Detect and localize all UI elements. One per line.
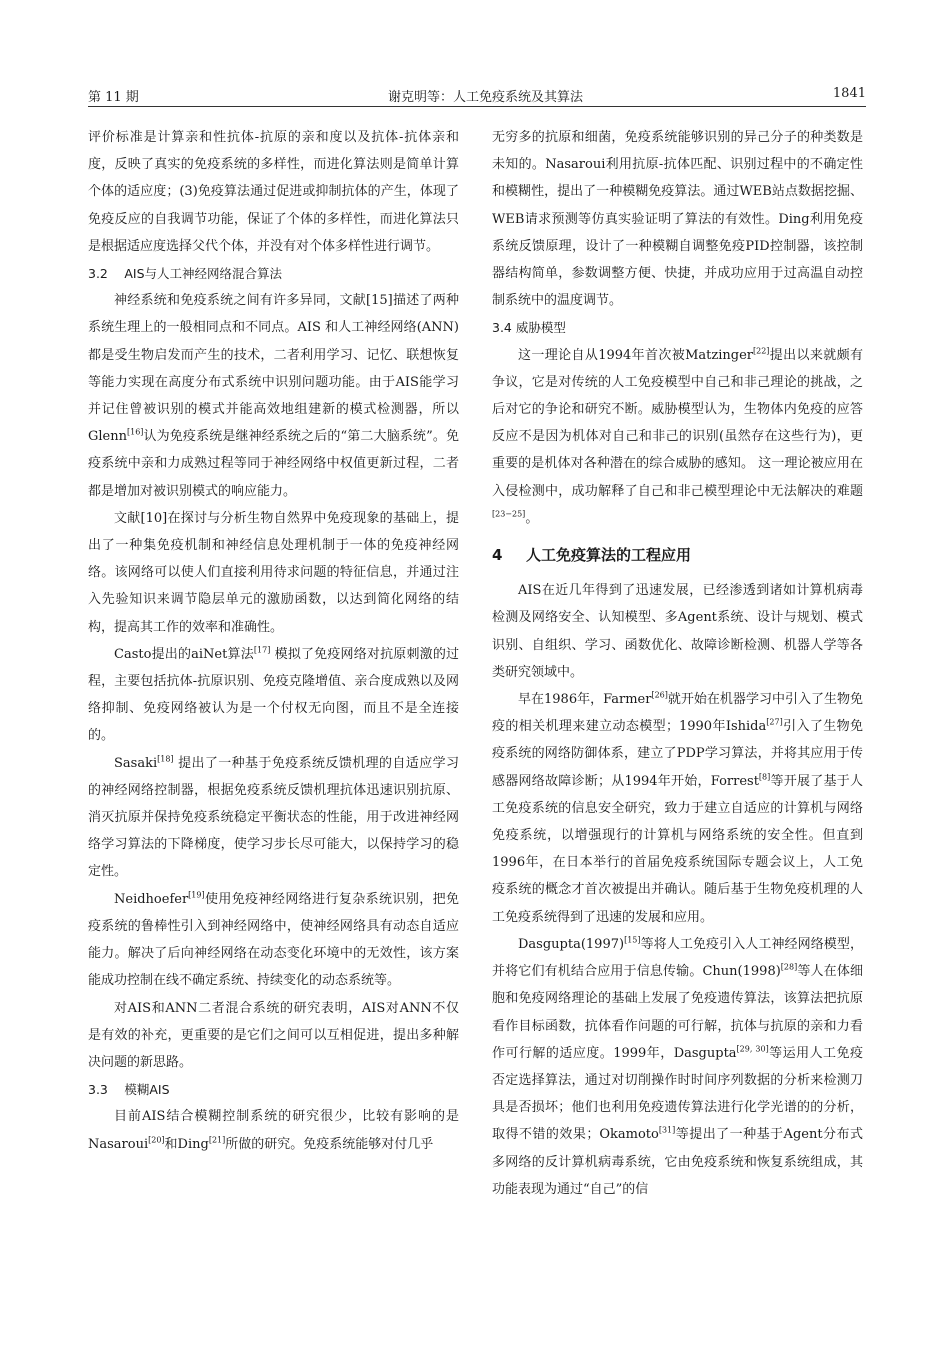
citation: [16] [126, 427, 144, 437]
paragraph: Casto提出的aiNet算法[17] 模拟了免疫网络对抗原刺激的过程，主要包括抗体-抗原识别、免疫克隆增值、亲合度成熟以及网络抑制、免疫网络被认为是一个付权无向图，而且不是全连接的。 [88, 645, 460, 744]
citation: [22] [753, 346, 770, 356]
paragraph: 无穷多的抗原和细菌，免疫系统能够识别的异己分子的种类数是未知的。Nasaroui利用抗原-抗体匹配、识别过程中的不确定性和模糊性，提出了一种模糊免疫算法。通过WEB站点数据挖掘、WEB请求预测等仿真实验证明了算法的有效性。Ding利用免疫系统反馈原理，设计了一种模糊自调整免疫PID控制器，该控制器结构简单，参数调整方便、快捷，并成功应用于过高温自动控制系统中的温度调节。 [492, 130, 863, 309]
citation: [8] [758, 772, 771, 782]
section-heading-3-3: 3.3 模糊AIS [88, 1082, 170, 1098]
citation: [15] [624, 935, 641, 945]
left-column [88, 124, 459, 1158]
paragraph: 目前AIS结合模糊控制系统的研究很少，比较有影响的是Nasaroui[20]和Ding[21]所做的研究。免疫系统能够对付几乎 [88, 1109, 459, 1152]
citation: [27] [766, 717, 783, 727]
citation: [23−25] [492, 509, 526, 519]
paragraph: 神经系统和免疫系统之间有许多异同，文献[15]描述了两种系统生理上的一般相同点和不同点。AIS 和人工神经网络(ANN)都是受生物启发而产生的技术，二者利用学习、记忆、联想恢复等能力实现在高度分布式系统中识别问题功能。由于AIS能学习并记住曾被识别的模式并能高效地组建新的模式检测器，所以Glenn[16]认为免疫系统是继神经系统之后的“第二大脑系统”。免疫系统中亲和力成熟过程等同于神经网络中权值更新过程，二者都是增加对被识别模式的响应能力。 [88, 293, 459, 499]
running-header [88, 82, 866, 107]
paragraph: 对AIS和ANN二者混合系统的研究表明，AIS对ANN不仅是有效的补充，更重要的是它们之间可以互相促进，提出多种解决问题的新思路。 [88, 1000, 459, 1070]
issue-number: 第 11 期 [88, 90, 139, 105]
citation: [31] [658, 1125, 676, 1135]
paragraph: 这一理论自从1994年首次被Matzinger[22]提出以来就颇有争议，它是对传统的人工免疫模型中自己和非己理论的挑战，之后对它的争论和研究不断。威胁模型认为，生物体内免疫的应答反应不是因为机体对自己和非己的识别(虽然存在这些行为)，更重要的是机体对各种潜在的综合威胁的感知。 这一理论被应用在入侵检测中，成功解释了自己和非己模型理论中无法解决的难题[23−25]。 [492, 346, 863, 526]
citation: [26] [651, 690, 668, 700]
paragraph: Dasgupta(1997)[15]等将人工免疫引入人工神经网络模型，并将它们有机结合应用于信息传输。Chun(1998)[28]等人在体细胞和免疫网络理论的基础上发展了免疫遗传算法，该算法把抗原看作目标函数，抗体看作问题的可行解，抗体与抗原的亲和力看作可行解的适应度。1999年，Dasgupta[29, 30]等运用人工免疫否定选择算法，通过对切削操作时时间序列数据的分析来检测刀具是否损坏；他们也利用免疫遗传算法进行化学光谱的的分析，取得不错的效果；Okamoto[31]等提出了一种基于Agent分布式多网络的反计算机病毒系统，它由免疫系统和恢复系统组成，其功能表现为通过“自己”的信 [492, 935, 863, 1197]
citation: [29, 30] [736, 1044, 769, 1054]
citation: [18] [157, 754, 174, 764]
citation: [19] [188, 890, 205, 900]
running-title: 谢克明等：人工免疫系统及其算法 [388, 90, 584, 105]
citation: [20] [148, 1135, 165, 1145]
paragraph: Sasaki[18] 提出了一种基于免疫系统反馈机理的自适应学习的神经网络控制器，根据免疫系统反馈机理抗体迅速识别抗原、消灭抗原并保持免疫系统稳定平衡状态的性能，用于改进神经网络学习算法的下降梯度，使学习步长尽可能大，以保持学习的稳定性。 [88, 754, 459, 880]
paragraph: 评价标准是计算亲和性抗体-抗原的亲和度以及抗体-抗体亲和度，反映了真实的免疫系统的多样性，而进化算法则是简单计算个体的适应度；(3)免疫算法通过促进或抑制抗体的产生，体现了免疫反应的自我调节功能，保证了个体的多样性，而进化算法只是根据适应度选择父代个体，并没有对个体多样性进行调节。 [88, 130, 459, 254]
paragraph: AIS在近几年得到了迅速发展，已经渗透到诸如计算机病毒检测及网络安全、认知模型、多Agent系统、设计与规划、模式识别、自组织、学习、函数优化、故障诊断检测、机器人学等各类研究领域中。 [492, 583, 863, 680]
paragraph: Neidhoefer[19]使用免疫神经网络进行复杂系统识别，把免疫系统的鲁棒性引入到神经网络中，使神经网络具有动态自适应能力。解决了后向神经网络在动态变化环境中的无效性，该方案能成功控制在线不确定系统、持续变化的动态系统等。 [88, 890, 459, 989]
section-heading-3-4: 3.4 威胁模型 [492, 320, 566, 336]
section-heading-4: 4 人工免疫算法的工程应用 [492, 546, 692, 565]
paragraph: 文献[10]在探讨与分析生物自然界中免疫现象的基础上，提出了一种集免疫机制和神经信息处理机制于一体的免疫神经网络。该网络可以使人们直接利用待求问题的特征信息，并通过注入先验知识来调节隐层单元的激励函数，以达到简化网络的结构，提高其工作的效率和准确性。 [88, 510, 459, 635]
page-number: 1841 [832, 86, 866, 101]
citation: [28] [780, 962, 798, 972]
citation: [17] [253, 645, 271, 655]
citation: [21] [208, 1135, 226, 1145]
right-column [492, 124, 863, 1203]
paragraph: 早在1986年，Farmer[26]就开始在机器学习中引入了生物免疫的相关机理来建立动态模型；1990年Ishida[27]引入了生物免疫系统的网络防御体系，建立了PDP学习算法，并将其应用于传感器网络故障诊断；从1994年开始，Forrest[8]等开展了基于人工免疫系统的信息安全研究，致力于建立自适应的计算机与网络免疫系统，以增强现行的计算机与网络系统的安全性。但直到1996年，在日本举行的首届免疫系统国际专题会议上，人工免疫系统的概念才首次被提出并确认。随后基于生物免疫机理的人工免疫系统得到了迅速的发展和应用。 [492, 690, 863, 925]
section-heading-3-2: 3.2 AIS与人工神经网络混合算法 [88, 266, 283, 282]
